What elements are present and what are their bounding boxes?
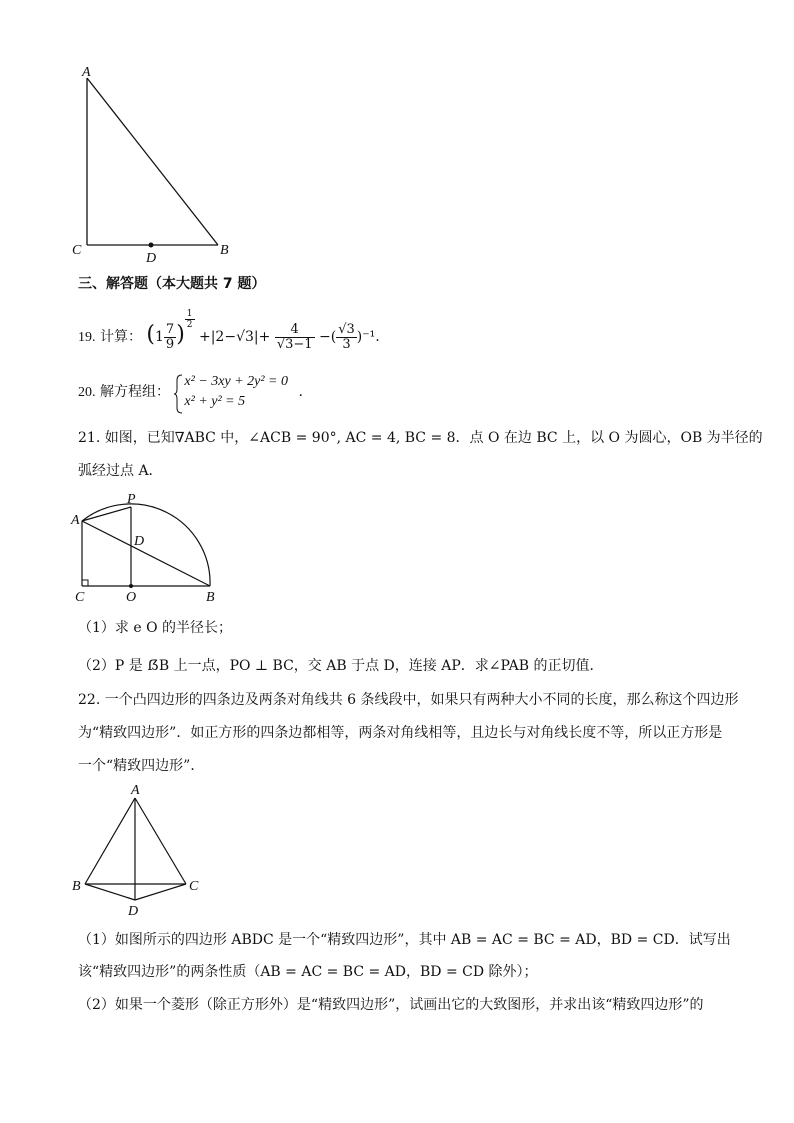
q22-fig-label-c: C bbox=[189, 879, 199, 894]
q19-minus: −( bbox=[318, 329, 337, 345]
q20 bbox=[78, 370, 303, 414]
fig1-label-c: C bbox=[72, 243, 82, 258]
q22-line2: 为“精致四边形”．如正方形的四条边都相等，两条对角线相等，且边长与对角线长度不等，所以正方形是 bbox=[78, 725, 723, 741]
q21-fig-label-c: C bbox=[75, 590, 85, 605]
fig1-label-d: D bbox=[146, 251, 157, 266]
figure-q21-semicircle bbox=[70, 488, 230, 608]
q19: 19. 计算： (1 $\frac{7}{9}$ ) $\frac{1}{2}$ +|2−√3|+ $\frac{4}{√3-1}$ −( $\frac{√3}{3}$ )⁻¹. bbox=[78, 309, 380, 352]
q22-line1: 22. 一个凸四边形的四条边及两条对角线共 6 条线段中，如果只有两种大小不同的长度，那么称这个四边形 bbox=[78, 692, 739, 708]
q21-line1: 21. 如图，已知∇ABC 中，∠ACB = 90°, AC = 4, BC = 8．点 O 在边 BC 上，以 O 为圆心，OB 为半径的 bbox=[78, 430, 763, 446]
section-title: 三、解答题（本大题共 7 题） bbox=[78, 276, 266, 292]
figure-q22-quadrilateral bbox=[70, 780, 210, 925]
q20-eq2: x² + y² = 5 bbox=[184, 394, 246, 409]
q20-eq1: x² − 3xy + 2y² = 0 bbox=[184, 374, 288, 389]
q19-exponent: $\frac{1}{2}$ bbox=[186, 309, 193, 330]
q22-part1-line1: （1）如图所示的四边形 ABDC 是一个“精致四边形”，其中 AB = AC = BC = AD，BD = CD．试写出 bbox=[78, 932, 731, 948]
fig1-label-a: A bbox=[82, 65, 91, 80]
q22-fig-label-b: B bbox=[72, 879, 81, 894]
q19-tail: )⁻¹. bbox=[356, 329, 380, 345]
fig1-label-b: B bbox=[220, 243, 229, 258]
q22-line3: 一个“精致四边形”． bbox=[78, 758, 205, 774]
q21-fig-label-o: O bbox=[126, 590, 137, 605]
q21-part1: （1）求 e O 的半径长； bbox=[78, 620, 233, 636]
q19-fraction: $\frac{4}{√3-1}$ bbox=[276, 321, 313, 352]
q20-tail: . bbox=[298, 384, 303, 400]
q19-mixed-fraction: $\frac{7}{9}$ bbox=[165, 321, 175, 352]
q19-abs-part: +|2−√3|+ bbox=[198, 329, 271, 345]
q19-prefix: 计算： bbox=[99, 329, 142, 345]
q22-fig-label-d: D bbox=[128, 904, 139, 919]
q22-part2-line1: （2）如果一个菱形（除正方形外）是“精致四边形”，试画出它的大致图形，并求出该“精致四边形”的 bbox=[78, 997, 704, 1013]
q19-root-fraction: $\frac{√3}{3}$ bbox=[338, 321, 355, 352]
q19-mixed-whole: 1 bbox=[155, 329, 164, 345]
q21-fig-label-a: A bbox=[71, 513, 80, 528]
q20-number: 20. bbox=[78, 385, 96, 400]
q20-equation-system bbox=[174, 372, 288, 412]
q20-prefix: 解方程组： bbox=[99, 384, 170, 400]
q21-fig-label-p: P bbox=[127, 492, 136, 507]
q22-part1-line2: 该“精致四边形”的两条性质（AB = AC = BC = AD，BD = CD 除外）； bbox=[78, 964, 538, 980]
q21-fig-label-d: D bbox=[134, 534, 145, 549]
q21-fig-label-b: B bbox=[206, 590, 215, 605]
q21-part2: （2）P 是 ẞB 上一点，PO ⊥ BC，交 AB 于点 D，连接 AP．求∠PAB 的正切值． bbox=[78, 658, 604, 674]
figure-triangle-acb bbox=[70, 60, 240, 270]
q22-fig-label-a: A bbox=[131, 783, 140, 798]
q19-number: 19. bbox=[78, 330, 96, 345]
q21-line2: 弧经过点 A． bbox=[78, 463, 163, 479]
